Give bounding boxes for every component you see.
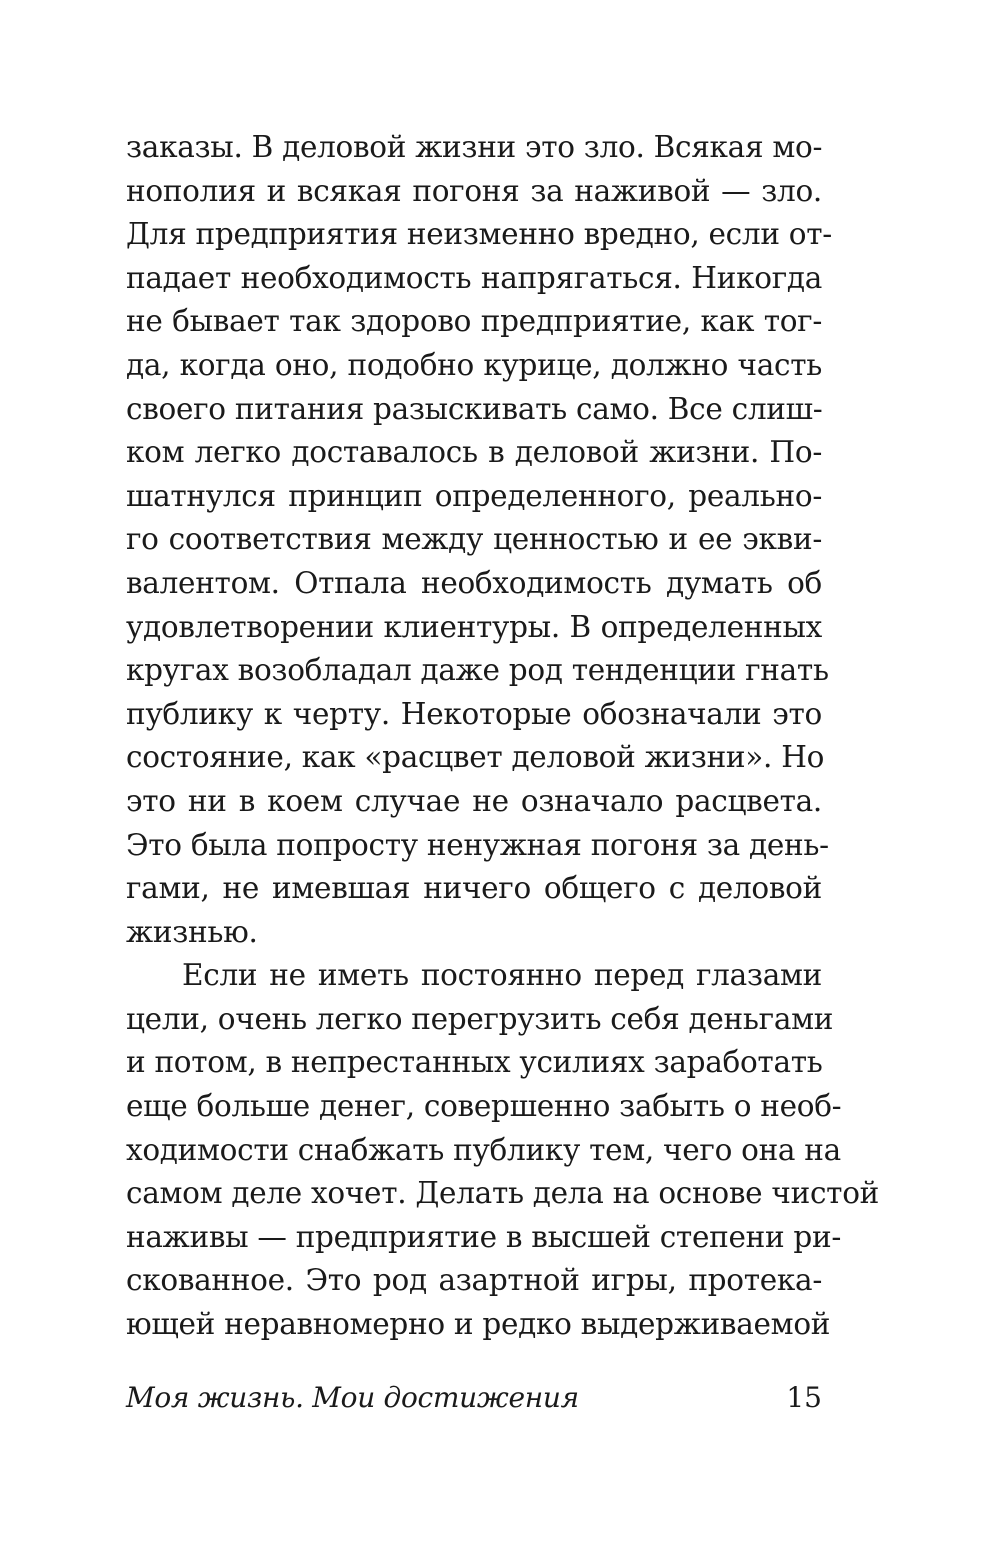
text-line: скованное. Это род азартной игры, протека-: [126, 1263, 822, 1298]
text-line: удовлетворении клиентуры. В определенных: [126, 609, 822, 644]
text-line: гами, не имевшая ничего общего с деловой: [126, 871, 822, 906]
text-line: самом деле хочет. Делать дела на основе чистой: [126, 1176, 880, 1211]
text-line: го соответствия между ценностью и ее экви-: [126, 522, 822, 557]
text-line: наживы — предприятие в высшей степени ри-: [126, 1219, 842, 1254]
text-line: да, когда оно, подобно курице, должно часть: [126, 347, 822, 382]
text-line: жизнью.: [126, 914, 258, 949]
text-line: еще больше денег, совершенно забыть о необ-: [126, 1089, 842, 1124]
text-line: ходимости снабжать публику тем, чего она на: [126, 1132, 841, 1167]
text-line: публику к черту. Некоторые обозначали это: [126, 696, 822, 731]
text-line: Для предприятия неизменно вредно, если от-: [126, 217, 832, 252]
running-title: Моя жизнь. Мои достижения: [126, 1381, 579, 1414]
text-line: шатнулся принцип определенного, реально-: [126, 478, 822, 513]
text-line: не бывает так здорово предприятие, как тог-: [126, 304, 822, 339]
text-line: падает необходимость напрягаться. Никогда: [126, 260, 822, 295]
text-line: своего питания разыскивать само. Все слиш-: [126, 391, 823, 426]
text-line: состояние, как «расцвет деловой жизни». Но: [126, 740, 825, 775]
text-line: это ни в коем случае не означало расцвета.: [126, 783, 822, 818]
text-line: цели, очень легко перегрузить себя деньгами: [126, 1001, 834, 1036]
page-footer: [126, 1374, 822, 1422]
body-text: [126, 126, 880, 1347]
text-line: валентом. Отпала необходимость думать об: [126, 565, 822, 600]
text-line: ком легко доставалось в деловой жизни. По-: [126, 435, 822, 470]
page-number: 15: [786, 1381, 822, 1414]
text-line: и потом, в непрестанных усилиях заработать: [126, 1045, 823, 1080]
text-line: Если не иметь постоянно перед глазами: [182, 958, 822, 993]
text-line: нополия и всякая погоня за наживой — зло.: [126, 173, 822, 208]
text-line: заказы. В деловой жизни это зло. Всякая мо-: [126, 130, 823, 164]
text-line: ющей неравномерно и редко выдерживаемой: [126, 1307, 831, 1342]
text-line: кругах возобладал даже род тенденции гнать: [126, 653, 829, 688]
text-line: Это была попросту ненужная погоня за день-: [126, 827, 829, 862]
